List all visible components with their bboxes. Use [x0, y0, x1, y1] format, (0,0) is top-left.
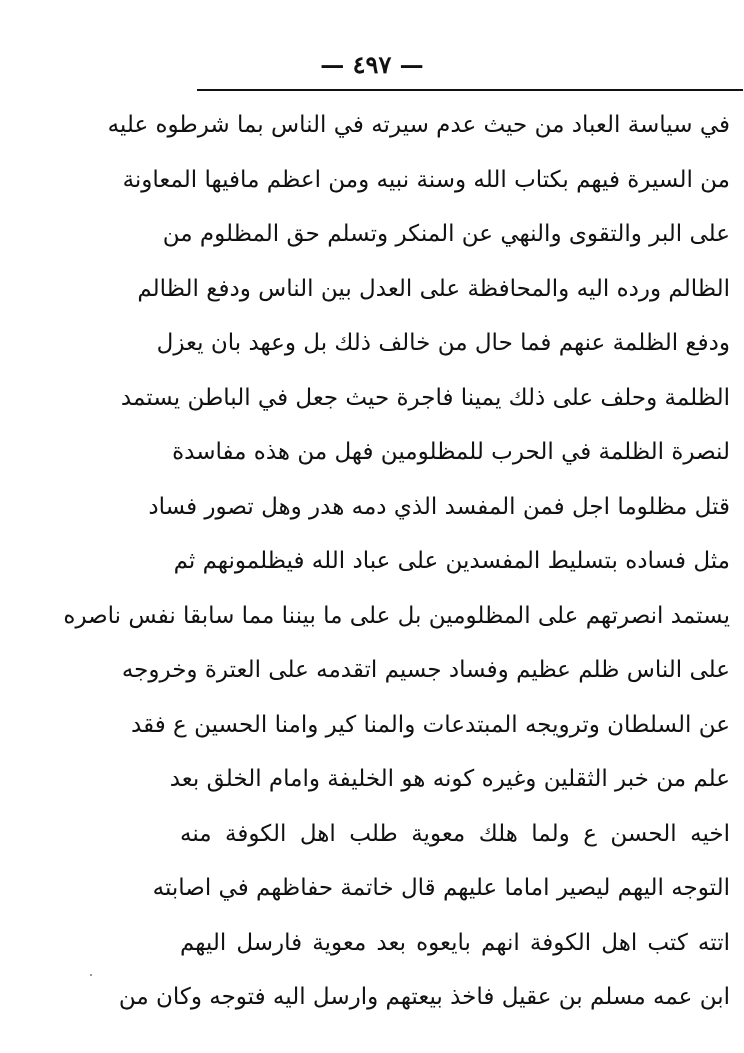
text-line-17: ابن عمه مسلم بن عقيل فاخذ بيعتهم وارسل اليه فتوجه وكان من — [118, 984, 730, 1010]
page-number: — ٤٩٧ — — [320, 50, 424, 79]
text-line-14: اخيه الحسن ع ولما هلك معوية طلب اهل الكوفة منه — [180, 820, 730, 847]
text-line-5: ودفع الظلمة عنهم فما حال من خالف ذلك بل وعهد بان يعزل — [156, 330, 730, 356]
text-line-8: قتل مظلوما اجل فمن المفسد الذي دمه هدر وهل تصور فساد — [148, 493, 730, 520]
text-line-7: لنصرة الظلمة في الحرب للمظلومين فهل من هذه مفاسدة — [172, 439, 730, 465]
scan-speck — [90, 974, 92, 976]
text-line-6: الظلمة وحلف على ذلك يمينا فاجرة حيث جعل في الباطن يستمد — [120, 384, 730, 411]
text-line-10: يستمد انصرتهم على المظلومين بل على ما بيننا مما سابقا نفس ناصره — [63, 602, 730, 629]
text-line-9: مثل فساده بتسليط المفسدين على عباد الله فيظلمونهم ثم — [173, 548, 730, 574]
text-line-15: التوجه اليهم ليصير اماما عليهم قال خاتمة حفاظهم في اصابته — [152, 875, 730, 901]
body-text — [63, 98, 730, 1025]
text-line-2: من السيرة فيهم بكتاب الله وسنة نبيه ومن اعظم مافيها المعاونة — [122, 166, 730, 193]
text-line-11: على الناس ظلم عظيم وفساد جسيم اتقدمه على العترة وخروجه — [121, 657, 730, 683]
header-rule — [197, 89, 743, 91]
text-line-12: عن السلطان وترويجه المبتدعات والمنا كير وامنا الحسين ع فقد — [131, 711, 730, 738]
text-line-3: على البر والتقوى والنهي عن المنكر وتسلم حق المظلوم من — [162, 221, 730, 247]
text-line-13: علم من خبر الثقلين وغيره كونه هو الخليفة وامام الخلق بعد — [169, 766, 730, 792]
text-line-4: الظالم ورده اليه والمحافظة على العدل بين الناس ودفع الظالم — [137, 275, 730, 302]
text-line-1: في سياسة العباد من حيث عدم سيرته في الناس بما شرطوه عليه — [107, 112, 730, 138]
text-line-16: اتته كتب اهل الكوفة انهم بايعوه بعد معوية فارسل اليهم — [180, 929, 730, 956]
